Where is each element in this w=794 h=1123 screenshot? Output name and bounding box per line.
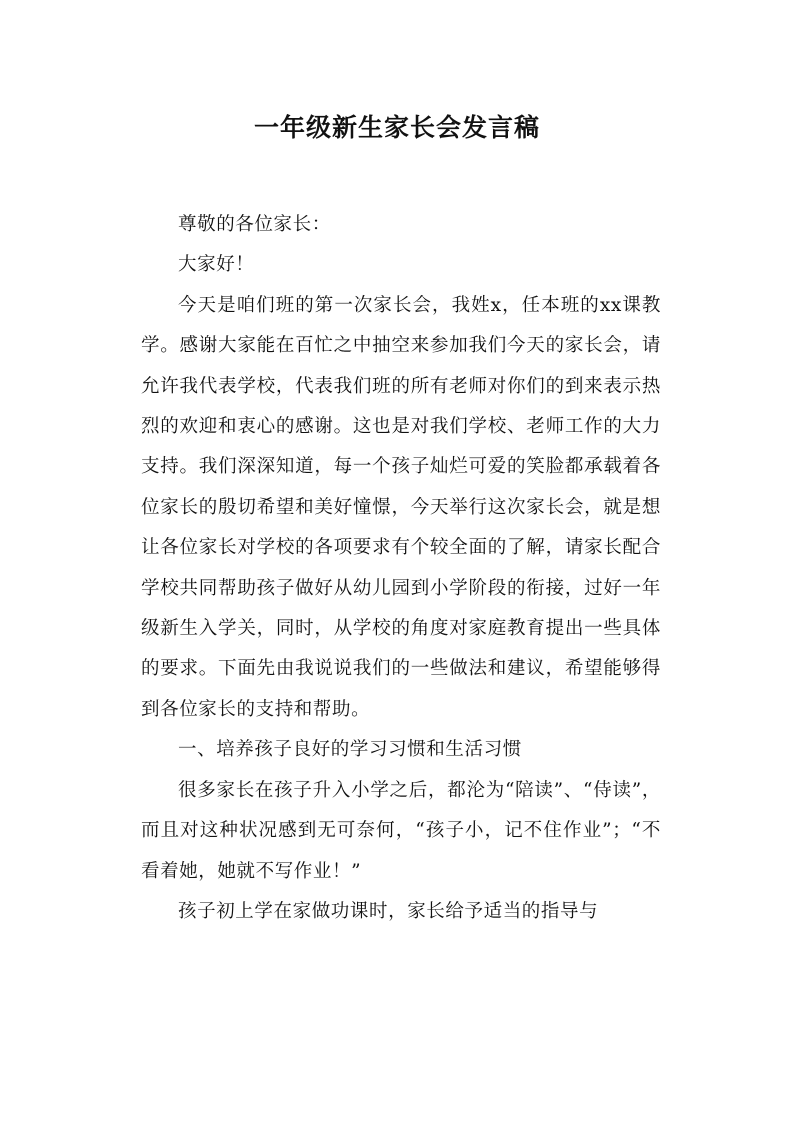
- body-paragraph: 孩子初上学在家做功课时，家长给予适当的指导与: [178, 900, 599, 922]
- body-paragraph: 很多家长在孩子升入小学之后，都沦为“陪读”、“侍读”，而且对这种状况感到无可奈何，“孩子小，记不住作业”；“不看着她，她就不写作业！”: [141, 779, 661, 882]
- greeting: 大家好！: [178, 254, 255, 276]
- document-body: [141, 205, 661, 932]
- section-heading-1: 一、培养孩子良好的学习习惯和生活习惯: [178, 739, 522, 761]
- intro-paragraph: 今天是咱们班的第一次家长会，我姓x，任本班的xx课教学。感谢大家能在百忙之中抽空来参加我们今天的家长会，请允许我代表学校，代表我们班的所有老师对你们的到来表示热烈的欢迎和衷心的感谢。这也是对我们学校、老师工作的大力支持。我们深深知道，每一个孩子灿烂可爱的笑脸都承载着各位家长的殷切希望和美好憧憬，今天举行这次家长会，就是想让各位家长对学校的各项要求有个较全面的了解，请家长配合学校共同帮助孩子做好从幼儿园到小学阶段的衔接，过好一年级新生入学关，同时，从学校的角度对家庭教育提出一些具体的要求。下面先由我说说我们的一些做法和建议，希望能够得到各位家长的支持和帮助。: [141, 294, 661, 720]
- document-title: 一年级新生家长会发言稿: [253, 113, 540, 142]
- salutation: 尊敬的各位家长：: [178, 214, 331, 235]
